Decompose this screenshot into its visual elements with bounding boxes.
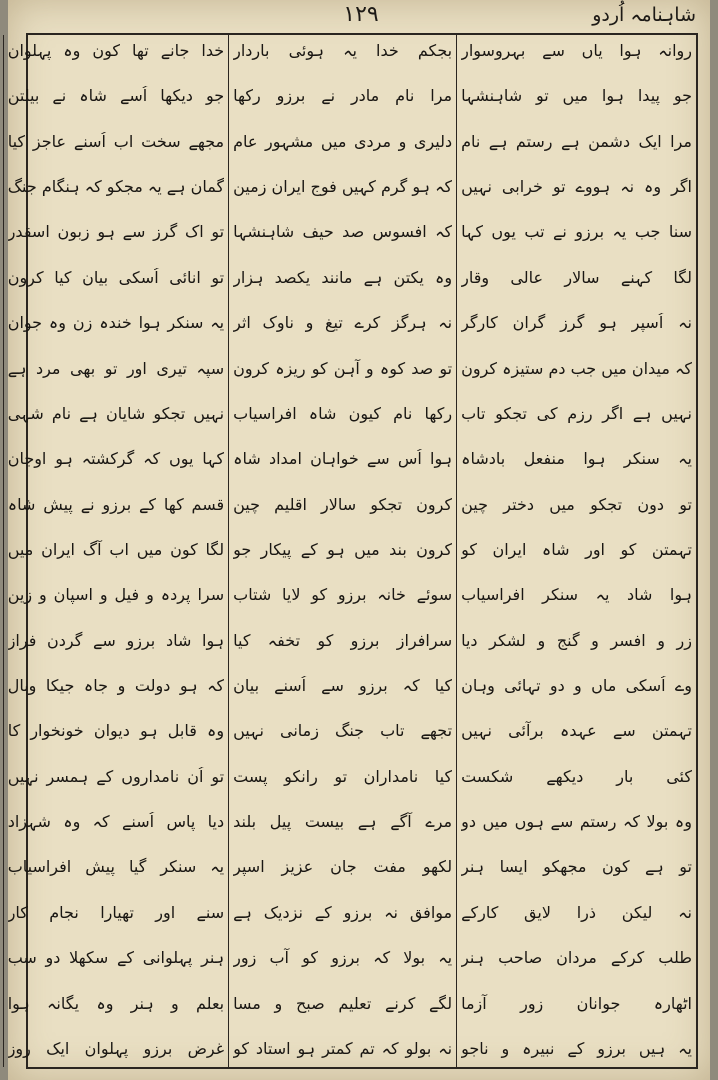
verse-line: لکھو مفت جان عزیز اسپر <box>233 857 453 877</box>
verse-line: کئی بار دیکھے شکست <box>461 766 692 786</box>
page-header <box>26 2 696 32</box>
verse-line: سنے اور تھیارا نجام کار <box>7 902 225 922</box>
verse-line: سرا پردہ و فیل و اسپان و زین <box>7 585 225 605</box>
verse-line: یہ سنکر ہوا منفعل بادشاہ <box>461 449 692 469</box>
verse-line: تو صد کوہ و آہن کو ریزہ کرون <box>233 358 453 378</box>
verse-line: قسم کھا کے برزو نے پیش شاہ <box>7 494 225 514</box>
verse-line: تو دون تجکو میں دختر چین <box>461 494 692 514</box>
verse-line: کرون تجکو سالار اقلیم چین <box>233 494 453 514</box>
verse-line: لگا کہنے سالار عالی وقار <box>461 267 692 287</box>
verse-line: کہ ہو گرم کہیں فوج ایران زمین <box>233 177 453 197</box>
running-title: شاہنامہ اُردو <box>592 4 696 26</box>
verse-line: ہوا شاد یہ سنکر افراسیاب <box>461 585 692 605</box>
verse-line: کہ میدان میں جب دم ستیزہ کرون <box>461 358 692 378</box>
verse-line: زر و افسر و گنج و لشکر دیا <box>461 630 692 650</box>
verse-line: نہ اُسپر ہو گرز گران کارگر <box>461 313 692 333</box>
verse-line: اٹھارہ جوانان زور آزما <box>461 993 692 1013</box>
verse-line: تجھے تاب جنگ زمانی نہیں <box>233 721 453 741</box>
verse-line: مرا ایک دشمن ہے رستم ہے نام <box>461 131 692 151</box>
verse-line: یہ ہیں برزو کے نبیرہ و ناجو <box>461 1038 692 1058</box>
verse-line: اگر وہ نہ ہووے تو خرابی نہیں <box>461 177 692 197</box>
verse-line: غرض برزو پہلوان ایک روز <box>7 1038 225 1058</box>
verse-line: تہمتن کو اور شاہ ایران کو <box>461 539 692 559</box>
verse-line: روانہ ہوا یاں سے بہروسوار <box>461 41 692 60</box>
verse-line: سوئے خانہ برزو کو لایا شتاب <box>233 585 453 605</box>
verse-line: رکھا نام کیون شاہ افراسیاب <box>233 403 453 423</box>
verse-line: دیا پاس اُسنے کہ وہ شہزاد <box>7 812 225 832</box>
verse-line: نہ ہرگز کرے تیغ و ناوک اثر <box>233 313 453 333</box>
verse-line: یہ سنکر گیا پیشِ افراسیاب <box>7 857 225 877</box>
verse-line: وہ یکتن ہے مانند یکصد ہزار <box>233 267 453 287</box>
verse-line: سنا جب یہ برزو نے تب یوں کہا <box>461 222 692 242</box>
column-1 <box>456 35 696 1067</box>
verse-line: جو دیکھا اُسے شاہ نے بیلتن <box>7 86 225 106</box>
manuscript-page <box>8 0 710 1080</box>
verse-line: موافق نہ برزو کے نزدیک ہے <box>233 902 453 922</box>
verse-line: کرون بند میں ہو کے پیکار جو <box>233 539 453 559</box>
verse-line: کہ افسوس صد حیف شاہنشہا <box>233 222 453 242</box>
verse-line: یہ بولا کہ برزو کو آب زور <box>233 948 453 968</box>
column-3 <box>3 35 228 1067</box>
verse-line: کیا کہ برزو سے اُسنے بیان <box>233 676 453 696</box>
verse-line: نہ بولو کہ تم کمتر ہو استاد کو <box>233 1038 453 1058</box>
verse-line: طلب کرکے مردان صاحب ہنر <box>461 948 692 968</box>
column-2 <box>228 35 456 1067</box>
verse-line: بجکم خدا یہ ہوئی باردار <box>233 41 453 60</box>
verse-line: وے اُسکی ماں و دو تہائی وہان <box>461 676 692 696</box>
verse-line: لگے کرنے تعلیم صبح و مسا <box>233 993 453 1013</box>
verse-line: ہوا اُس سے خواہان امداد شاہ <box>233 449 453 469</box>
verse-line: نہیں ہے اگر رزم کی تجکو تاب <box>461 403 692 423</box>
verse-line: ہوا شاد برزو سے گردن فراز <box>7 630 225 650</box>
verse-line: تو اُن نامداروں کے ہمسر نہیں <box>7 766 225 786</box>
verse-line: کہا یوں کہ گرکشتہ ہو اوجان <box>7 449 225 469</box>
page-number: ۱۲۹ <box>343 2 379 27</box>
verse-line: مجھے سخت اب اُسنے عاجز کیا <box>7 131 225 151</box>
text-frame <box>7 33 698 1069</box>
verse-line: وہ بولا کہ رستم سے ہوں میں دو <box>461 812 692 832</box>
verse-line: نہیں تجکو شایان ہے نام شہی <box>7 403 225 423</box>
verse-line: سرافراز برزو کو تخفہ کیا <box>233 630 453 650</box>
verse-line: جو پیدا ہوا میں تو شاہنشہا <box>461 86 692 106</box>
verse-line: نہ لیکن ذرا لایق کارکے <box>461 902 692 922</box>
verse-line: کہ ہو دولت و جاہ جیکا وبال <box>7 676 225 696</box>
verse-line: مرا نام مادر نے برزو رکھا <box>233 86 453 106</box>
verse-line: سپہ تیری اور تو بھی مرد ہے <box>7 358 225 378</box>
verse-line: وہ قابل ہو دیوان خونخوار کا <box>7 721 225 741</box>
verse-line: خدا جانے تھا کون وہ پہلوان <box>7 41 225 60</box>
verse-line: یہ سنکر ہوا خندہ زن وہ جوان <box>7 313 225 333</box>
verse-line: گمان ہے یہ مجکو کہ ہنگام جنگ <box>7 177 225 197</box>
verse-line: لگا کون میں اب آگ ایران میں <box>7 539 225 559</box>
verse-line: بعلم و ہنر وہ یگانہ ہوا <box>7 993 225 1013</box>
verse-line: دلیری و مردی میں مشہور عام <box>233 131 453 151</box>
verse-line: تو انائی اُسکی بیان کیا کرون <box>7 267 225 287</box>
verse-line: تہمتن سے عہدہ برآئی نہیں <box>461 721 692 741</box>
verse-line: کیا نامداران تو رانکو پست <box>233 766 453 786</box>
verse-line: ہنر پہلوانی کے سکھلا دو سب <box>7 948 225 968</box>
verse-line: تو ہے کون مجھکو ایسا ہنر <box>461 857 692 877</box>
verse-line: تو اک گرز سے ہو زبون اسقدر <box>7 222 225 242</box>
verse-line: مرے آگے ہے بیست پیل بلند <box>233 812 453 832</box>
